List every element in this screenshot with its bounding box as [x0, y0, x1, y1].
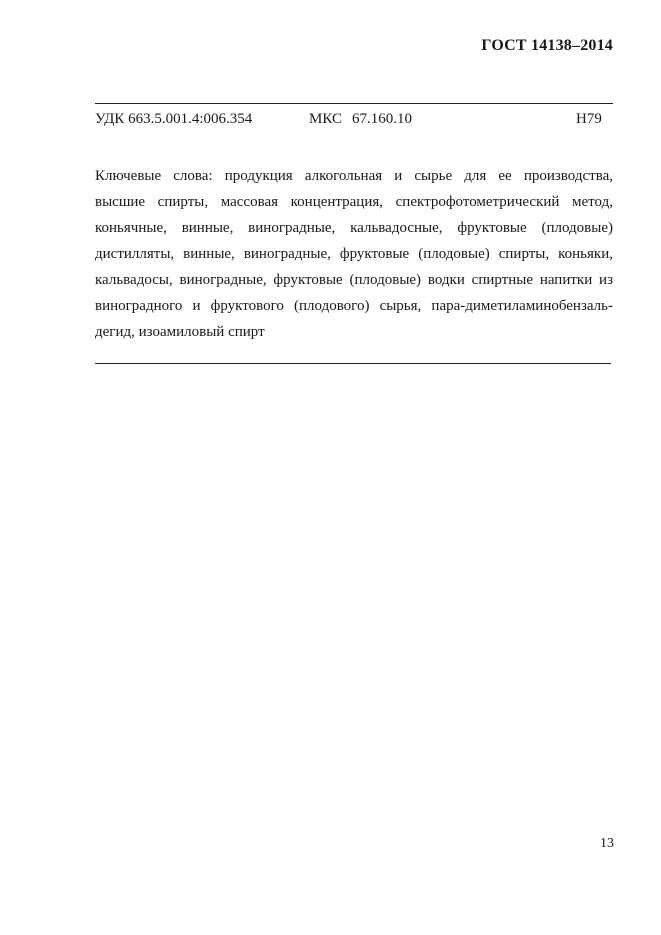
- keywords-line: дегид, изоамиловый спирт: [95, 324, 265, 340]
- mks-group: [309, 111, 412, 128]
- mks-code: 67.160.10: [351, 111, 412, 127]
- keywords-block: [95, 165, 613, 347]
- mks-label: МКС: [309, 111, 342, 127]
- bottom-divider: [95, 363, 611, 364]
- page-number: 13: [600, 836, 614, 851]
- keywords-line: кальвадосы, виноградные, фруктовые (плодовые) водки спиртные напитки из: [95, 272, 613, 288]
- udk-code: УДК 663.5.001.4:006.354: [95, 111, 253, 127]
- keywords-line: дистилляты, винные, виноградные, фруктовые (плодовые) спирты, коньяки,: [95, 246, 613, 262]
- top-divider: [95, 103, 613, 104]
- keywords-line: виноградного и фруктового (плодового) сырья, пара-диметиламинобензаль-: [95, 298, 613, 314]
- keywords-line: Ключевые слова: продукция алкогольная и сырье для ее производства,: [95, 168, 613, 184]
- keywords-line: коньячные, винные, виноградные, кальвадосные, фруктовые (плодовые): [95, 220, 613, 236]
- classification-line: [95, 111, 613, 131]
- keywords-line: высшие спирты, массовая концентрация, спектрофотометрический метод,: [95, 194, 613, 210]
- standard-code: ГОСТ 14138–2014: [481, 37, 613, 54]
- okstu-code: Н79: [576, 111, 602, 127]
